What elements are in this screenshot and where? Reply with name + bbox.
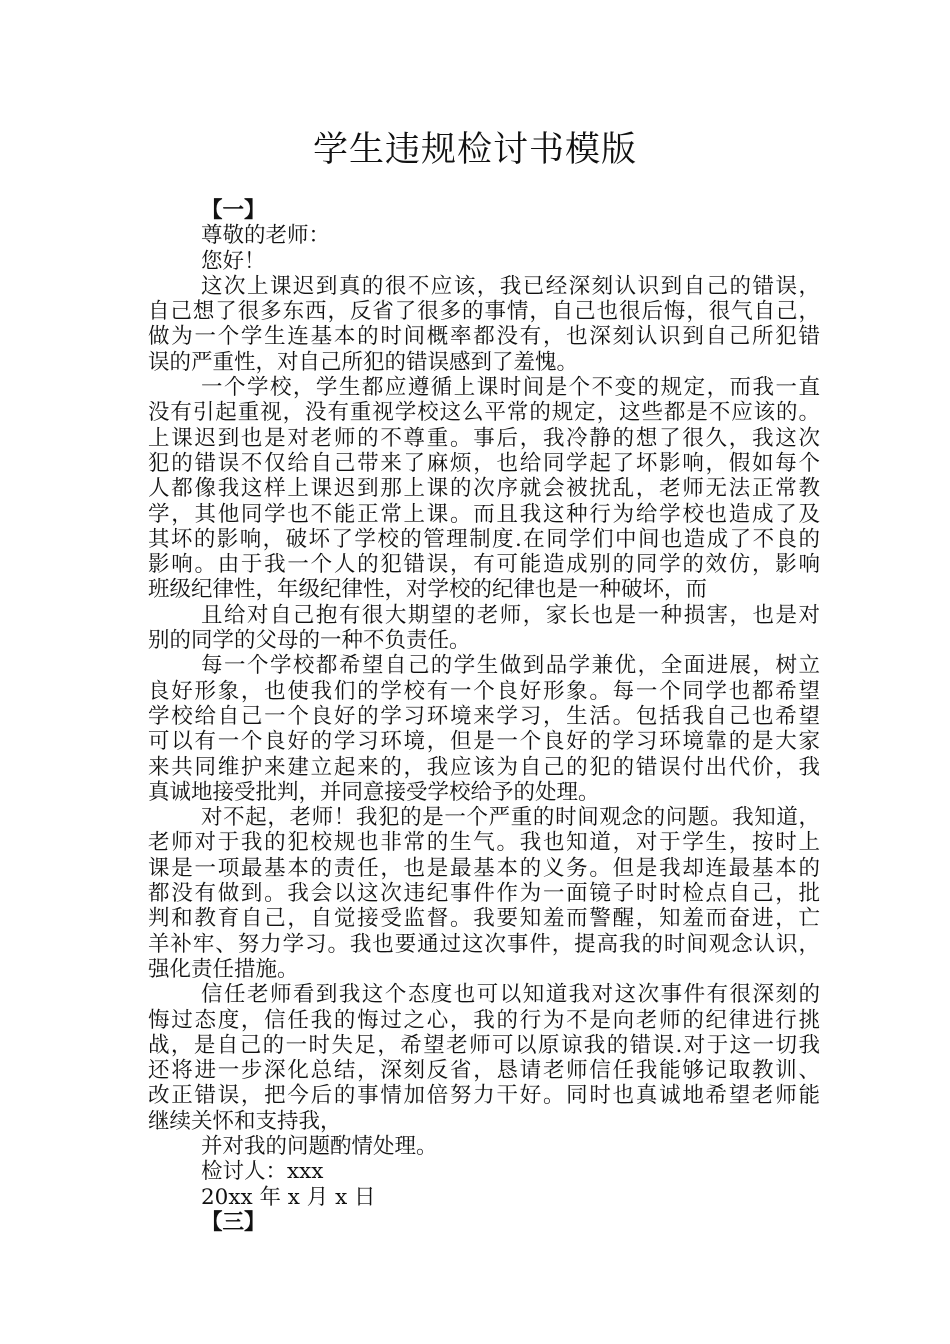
text-line: 判和教育自己，自觉接受监督。我要知羞而警醒，知羞而奋进，亡 (148, 906, 820, 932)
text-line: 课是一项最基本的责任，也是最基本的义务。但是我却连最基本的 (148, 855, 820, 881)
text-line: 班级纪律性，年级纪律性，对学校的纪律也是一种破坏，而 (148, 577, 708, 603)
salutation: 尊敬的老师： (201, 223, 331, 249)
text-line: 并对我的问题酌情处理。 (201, 1133, 438, 1159)
text-line: 继续关怀和支持我， (148, 1108, 342, 1134)
text-line: 犯的错误不仅给自己带来了麻烦，也给同学起了坏影响，假如每个 (148, 450, 820, 476)
text-line: 战，是自己的一时失足，希望老师可以原谅我的错误.对于这一切我 (148, 1032, 820, 1058)
text-line: 改正错误，把今后的事情加倍努力干好。同时也真诚地希望老师能 (148, 1083, 820, 1109)
date: 20xx 年 x 月 x 日 (201, 1184, 376, 1210)
document-body (148, 198, 820, 1235)
signature: 检讨人：xxx (201, 1159, 324, 1185)
text-line: 对不起，老师！我犯的是一个严重的时间观念的问题。我知道， (201, 805, 820, 831)
text-line: 悔过态度，信任我的悔过之心，我的行为不是向老师的纪律进行挑 (148, 1007, 820, 1033)
text-line: 且给对自己抱有很大期望的老师，家长也是一种损害，也是对 (201, 602, 820, 628)
section-heading-3: 【三】 (201, 1209, 266, 1235)
text-line: 上课迟到也是对老师的不尊重。事后，我冷静的想了很久，我这次 (148, 425, 820, 451)
text-line: 学校给自己一个良好的学习环境来学习，生活。包括我自己也希望 (148, 703, 820, 729)
text-line: 来共同维护来建立起来的，我应该为自己的犯的错误付出代价，我 (148, 754, 820, 780)
text-line: 强化责任措施。 (148, 956, 299, 982)
text-line: 人都像我这样上课迟到那上课的次序就会被扰乱，老师无法正常教 (148, 476, 820, 502)
text-line: 影响。由于我一个人的犯错误，有可能造成别的同学的效仿，影响 (148, 552, 820, 578)
text-line: 做为一个学生连基本的时间概率都没有，也深刻认识到自己所犯错 (148, 324, 820, 350)
text-line: 误的严重性，对自己所犯的错误感到了羞愧。 (148, 349, 579, 375)
document-title: 学生违规检讨书模版 (312, 130, 637, 170)
text-line: 良好形象，也使我们的学校有一个良好形象。每一个同学也都希望 (148, 678, 820, 704)
text-line: 没有引起重视，没有重视学校这么平常的规定，这些都是不应该的。 (148, 400, 820, 426)
section-heading-1: 【一】 (201, 198, 266, 223)
text-line: 可以有一个良好的学习环境，但是一个良好的学习环境靠的是大家 (148, 729, 820, 755)
text-line: 其坏的影响，破坏了学校的管理制度.在同学们中间也造成了不良的 (148, 526, 820, 552)
text-line: 这次上课迟到真的很不应该，我已经深刻认识到自己的错误， (201, 273, 820, 299)
text-line: 还将进一步深化总结，深刻反省，恳请老师信任我能够记取教训、 (148, 1058, 820, 1084)
text-line: 真诚地接受批判，并同意接受学校给予的处理。 (148, 779, 600, 805)
text-line: 自己想了很多东西，反省了很多的事情，自己也很后悔，很气自己， (148, 299, 820, 325)
text-line: 一个学校，学生都应遵循上课时间是个不变的规定，而我一直 (201, 375, 820, 401)
text-line: 学，其他同学也不能正常上课。而且我这种行为给学校也造成了及 (148, 501, 820, 527)
text-line: 每一个学校都希望自己的学生做到品学兼优，全面进展，树立 (201, 653, 820, 679)
greeting-line: 您好！ (201, 248, 266, 274)
text-line: 羊补牢、努力学习。我也要通过这次事件，提高我的时间观念认识， (148, 931, 820, 957)
text-line: 都没有做到。我会以这次违纪事件作为一面镜子时时检点自己，批 (148, 881, 820, 907)
text-line: 老师对于我的犯校规也非常的生气。我也知道，对于学生，按时上 (148, 830, 820, 856)
text-line: 信任老师看到我这个态度也可以知道我对这次事件有很深刻的 (201, 982, 820, 1008)
text-line: 别的同学的父母的一种不负责任。 (148, 628, 471, 654)
